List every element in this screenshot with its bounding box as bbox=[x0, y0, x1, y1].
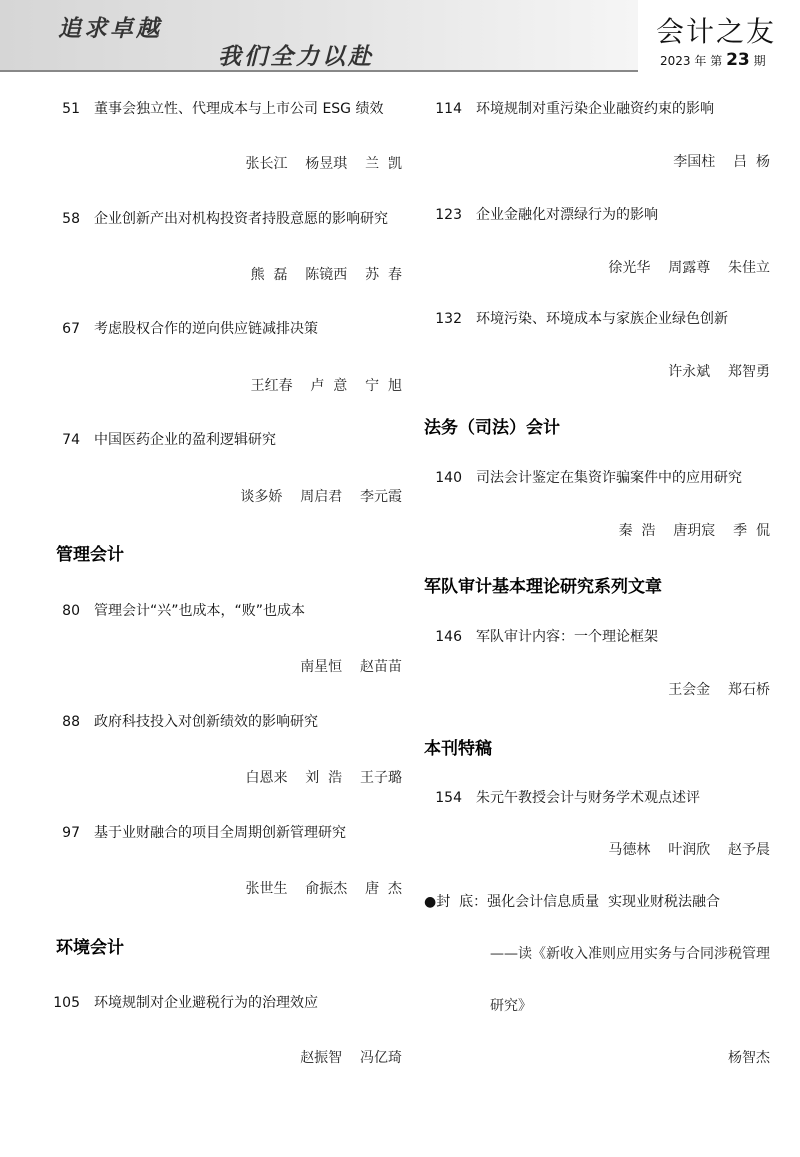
article-title: 环境规制对重污染企业融资约束的影响 bbox=[476, 101, 714, 117]
article-authors: 白恩来 刘 浩 王子璐 bbox=[245, 770, 402, 786]
article-title: 基于业财融合的项目全周期创新管理研究 bbox=[94, 825, 346, 841]
toc-entry[interactable] bbox=[46, 318, 318, 338]
back-cover-subtitle-line-1: ——读《新收入准则应用实务与合同涉税管理 bbox=[490, 946, 770, 962]
toc-entry[interactable] bbox=[424, 467, 742, 487]
article-title: 朱元午教授会计与财务学术观点述评 bbox=[476, 790, 700, 806]
journal-name: 会计之友 bbox=[656, 15, 777, 48]
toc-entry[interactable] bbox=[46, 429, 276, 449]
article-authors: 李国柱 吕 杨 bbox=[673, 154, 770, 170]
page-number: 154 bbox=[435, 790, 462, 806]
article-authors: 马德林 叶润欣 赵予晨 bbox=[608, 842, 770, 858]
toc-entry[interactable] bbox=[46, 208, 388, 228]
back-cover-label: 封 底： bbox=[436, 894, 488, 910]
issue-suffix: 期 bbox=[753, 54, 766, 68]
toc-entry[interactable] bbox=[46, 822, 346, 842]
section-heading-forensic-accounting: 法务（司法）会计 bbox=[424, 418, 560, 438]
back-cover-note[interactable] bbox=[424, 891, 720, 911]
toc-entry[interactable] bbox=[424, 787, 700, 807]
article-title: 考虑股权合作的逆向供应链减排决策 bbox=[94, 321, 318, 337]
bullet-icon: ● bbox=[424, 894, 437, 910]
article-authors: 熊 磊 陈镜西 苏 春 bbox=[250, 267, 402, 283]
issue-year: 2023 bbox=[660, 54, 691, 68]
toc-entry[interactable] bbox=[424, 204, 658, 224]
article-authors: 王红春 卢 意 宁 旭 bbox=[250, 378, 402, 394]
page-number: 132 bbox=[435, 311, 462, 327]
back-cover-subtitle-line-2: 研究》 bbox=[490, 998, 532, 1014]
article-title: 管理会计“兴”也成本，“败”也成本 bbox=[94, 603, 306, 619]
page-number: 88 bbox=[62, 714, 80, 730]
article-authors: 徐光华 周露尊 朱佳立 bbox=[608, 260, 770, 276]
toc-entry[interactable] bbox=[46, 711, 318, 731]
article-title: 军队审计内容：一个理论框架 bbox=[476, 629, 658, 645]
issue-prefix: 第 bbox=[710, 54, 723, 68]
section-heading-special-feature: 本刊特稿 bbox=[424, 739, 492, 759]
article-title: 董事会独立性、代理成本与上市公司 ESG 绩效 bbox=[94, 101, 384, 117]
article-title: 政府科技投入对创新绩效的影响研究 bbox=[94, 714, 318, 730]
toc-entry[interactable] bbox=[424, 626, 658, 646]
article-authors: 张世生 俞振杰 唐 杰 bbox=[245, 881, 402, 897]
article-title: 企业创新产出对机构投资者持股意愿的影响研究 bbox=[94, 211, 388, 227]
article-title: 中国医药企业的盈利逻辑研究 bbox=[94, 432, 276, 448]
back-cover-title: 强化会计信息质量 实现业财税法融合 bbox=[487, 894, 721, 910]
section-heading-management-accounting: 管理会计 bbox=[56, 545, 124, 565]
page-number: 114 bbox=[435, 101, 462, 117]
back-cover-author: 杨智杰 bbox=[728, 1050, 770, 1066]
toc-entry[interactable] bbox=[46, 600, 305, 620]
page-number: 97 bbox=[62, 825, 80, 841]
toc-entry[interactable] bbox=[46, 98, 383, 118]
page-number: 105 bbox=[53, 995, 80, 1011]
article-authors: 谈多娇 周启君 李元霞 bbox=[240, 489, 402, 505]
page-number: 123 bbox=[435, 207, 462, 223]
page-number: 140 bbox=[435, 470, 462, 486]
article-title: 环境污染、环境成本与家族企业绿色创新 bbox=[476, 311, 728, 327]
page-number: 67 bbox=[62, 321, 80, 337]
toc-entry[interactable] bbox=[424, 308, 728, 328]
slogan-line-2: 我们全力以赴 bbox=[218, 44, 374, 70]
toc-entry[interactable] bbox=[46, 992, 318, 1012]
slogan-line-1: 追求卓越 bbox=[58, 16, 162, 42]
article-authors: 秦 浩 唐玥宸 季 侃 bbox=[618, 523, 770, 539]
page-number: 58 bbox=[62, 211, 80, 227]
article-authors: 许永斌 郑智勇 bbox=[668, 364, 770, 380]
page-number: 80 bbox=[62, 603, 80, 619]
article-title: 司法会计鉴定在集资诈骗案件中的应用研究 bbox=[476, 470, 742, 486]
page-number: 51 bbox=[62, 101, 80, 117]
article-authors: 王会金 郑石桥 bbox=[668, 682, 770, 698]
page-number: 146 bbox=[435, 629, 462, 645]
section-heading-military-audit: 军队审计基本理论研究系列文章 bbox=[424, 577, 662, 597]
article-authors: 赵振智 冯亿琦 bbox=[300, 1050, 402, 1066]
issue-number: 23 bbox=[726, 50, 750, 70]
article-title: 环境规制对企业避税行为的治理效应 bbox=[94, 995, 318, 1011]
toc-entry[interactable] bbox=[424, 98, 714, 118]
issue-info bbox=[660, 50, 766, 70]
article-title: 企业金融化对漂绿行为的影响 bbox=[476, 207, 658, 223]
page-number: 74 bbox=[62, 432, 80, 448]
section-heading-environmental-accounting: 环境会计 bbox=[56, 938, 124, 958]
article-authors: 南星恒 赵苗苗 bbox=[300, 659, 402, 675]
article-authors: 张长江 杨昱琪 兰 凯 bbox=[245, 156, 402, 172]
issue-year-unit: 年 bbox=[694, 54, 707, 68]
